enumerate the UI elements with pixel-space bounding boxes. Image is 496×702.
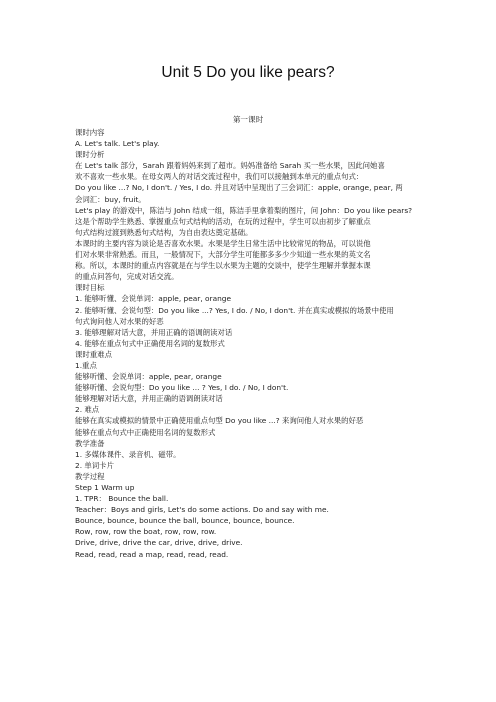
body-line: Do you like ...? No, I don't. / Yes, I do. 并且对话中呈现出了三会词汇：apple, orange, pear, 两 [75, 183, 403, 193]
body-line: 1.重点 [75, 360, 97, 370]
body-line: Step 1 Warm up [75, 483, 135, 492]
body-line: Drive, drive, drive the car, drive, drive, drive. [75, 538, 243, 548]
body-line: 课时重难点 [75, 349, 112, 359]
body-line: 1. 多媒体课件、录音机、磁带。 [75, 449, 181, 459]
body-line: Let's play 的游戏中，陈洁与 John 结成一组，陈洁手里拿着梨的图片，问 John：Do you like pears? [75, 205, 413, 215]
body-line: 1. TPR： Bounce the ball. [75, 494, 169, 504]
body-line: 这是个帮助学生熟悉、掌握重点句式结构的活动，在玩的过程中，学生可以由初步了解重点 [75, 216, 371, 226]
body-line: 称。所以，本课时的重点内容就是在与学生以水果为主题的交谈中，使学生理解并掌握本课 [75, 261, 371, 271]
body-line: 欢不喜欢一些水果。在母女两人的对话交流过程中，我们可以接触到本单元的重点句式： [75, 172, 364, 182]
body-line: 课时目标 [75, 283, 105, 293]
body-line: 2. 单词卡片 [75, 460, 114, 470]
body-line: 在 Let's talk 部分，Sarah 跟着妈妈来到了超市。妈妈准备给 Sarah 买一些水果，因此问她喜 [75, 161, 385, 171]
lesson-subtitle: 第一课时 [232, 115, 264, 124]
body-line: 的重点问答句，完成对话交流。 [75, 272, 179, 282]
body-line: 句式询问他人对水果的好恶 [75, 316, 164, 326]
document-title: Unit 5 Do you like pears? [161, 64, 335, 81]
body-line: 能够听懂、会说句型：Do you like ... ? Yes, I do. / No, I don't. [75, 383, 289, 393]
body-line: Read, read, read a map, read, read, read. [75, 549, 229, 559]
body-line: 教学过程 [75, 471, 105, 481]
body-line: 3. 能够理解对话大意，并用正确的语调朗读对话 [75, 327, 233, 337]
body-line: Teacher：Boys and girls, Let's do some actions. Do and say with me. [75, 505, 329, 515]
body-line: 能够在重点句式中正确使用名词的复数形式 [75, 427, 216, 437]
body-line: Row, row, row the boat, row, row, row. [75, 527, 217, 537]
body-line: 能够听懂、会说单词：apple, pear, orange [75, 372, 222, 382]
body-line: 会词汇：buy, fruit。 [75, 194, 146, 204]
body-line: 能够在真实或模拟的情景中正确使用重点句型 Do you like ...? 来询问他人对水果的好恶 [75, 416, 364, 426]
body-line: 1. 能够听懂、会说单词：apple, pear, orange [75, 294, 232, 304]
body-line: Bounce, bounce, bounce the ball, bounce, bounce, bounce. [75, 516, 295, 526]
body-line: 课时分析 [75, 150, 105, 160]
body-line: 2. 难点 [75, 405, 100, 415]
body-line: 本课时的主要内容为谈论是否喜欢水果。水果是学生日常生活中比较常见的物品，可以说他 [75, 238, 371, 248]
body-line: 2. 能够听懂、会说句型：Do you like ...? Yes, I do. / No, I don't. 并在真实或模拟的场景中使用 [75, 305, 394, 315]
body-line: 4. 能够在重点句式中正确使用名词的复数形式 [75, 338, 225, 348]
body-line: 句式结构过渡到熟悉句式结构，为自由表达奠定基础。 [75, 227, 253, 237]
body-line: 们对水果非常熟悉。而且，一般情况下，大部分学生可能都多多少少知道一些水果的英文名 [75, 250, 371, 260]
body-line: 能够理解对话大意，并用正确的语调朗读对话 [75, 394, 223, 404]
document-body [75, 127, 425, 560]
body-line: A. Let's talk. Let's play. [75, 139, 160, 149]
body-line: 教学准备 [75, 438, 105, 448]
body-line: 课时内容 [75, 128, 105, 137]
